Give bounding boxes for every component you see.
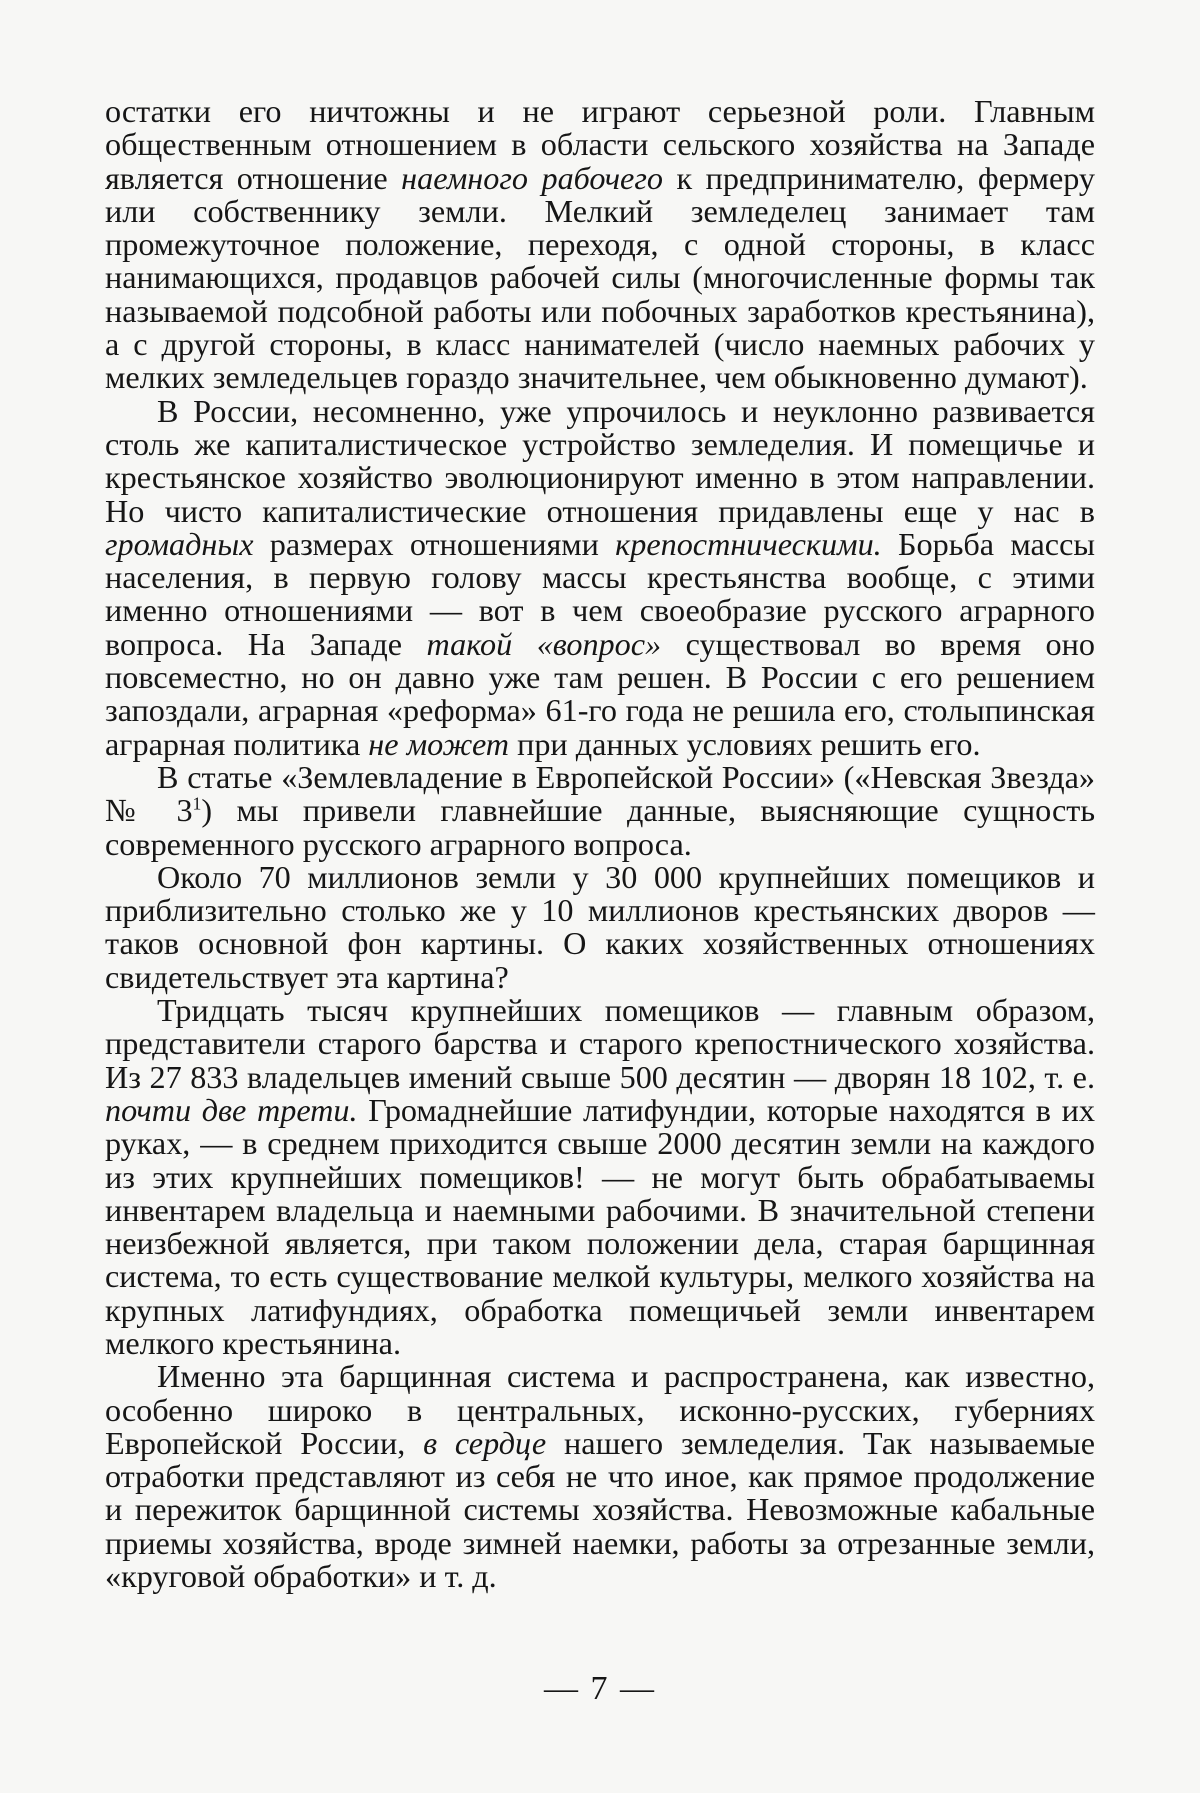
- emphasis-text: наемного рабочего: [401, 159, 663, 196]
- text-run: к предпринимателю, фермеру или собственнику земли. Мелкий земледелец занимает там промежуточное положение, переходя, с одной стороны, в класс нанимающихся, продавцов рабочей силы (многочисленные формы так называемой подсобной работы или побочных заработков крестьянина), а с другой стороны, в класс нанимателей (число наемных рабочих у мелких земледельцев гораздо значительнее, чем обыкновенно думают).: [105, 159, 1095, 396]
- text-run: В России, несомненно, уже упрочилось и неуклонно развивается столь же капиталистическое устройство земледелия. И помещичье и крестьянское хозяйство эволюционируют именно в этом направлении. Но чисто капиталистические отношения придавлены еще у нас в: [105, 392, 1095, 529]
- emphasis-text: громадных: [105, 525, 254, 562]
- text-run: остатки его ничтожны и не играют серьезной роли. Главным общественным отношением в области сельского хозяйства на Западе является отношение: [105, 93, 1095, 196]
- text-run: Тридцать тысяч крупнейших помещиков — главным образом, представители старого барства и старого крепостнического хозяйства. Из 27 833 владельцев имений свыше 500 десятин — дворян 18 102, т. е.: [105, 992, 1095, 1095]
- paragraph: [105, 858, 1095, 995]
- footnote-marker: 1: [192, 793, 202, 814]
- paragraph: [105, 758, 1095, 862]
- emphasis-text: в сердце: [423, 1424, 547, 1461]
- paragraph: [105, 1360, 1095, 1593]
- emphasis-text: не может: [368, 725, 510, 762]
- text-run: нашего земледелия. Так называемые отработки представляют из себя не что иное, как прямое продолжение и пережиток барщинной системы хозяйства. Невозможные кабальные приемы хозяйства, вроде зимней наемки, работы за отрезанные земли, «круговой обработки» и т. д.: [105, 1424, 1095, 1595]
- text-run: размерах отношениями: [253, 525, 616, 562]
- emphasis-text: такой «вопрос»: [426, 625, 662, 662]
- text-run: Именно эта барщинная система и распространена, как известно, особенно широко в центральных, исконно-русских, губерниях Европейской России,: [105, 1358, 1095, 1461]
- text-run: В статье «Землевладение в Европейской России» («Невская Звезда» № 3: [105, 758, 1095, 829]
- paragraph: [105, 95, 1095, 395]
- text-run: Борьба массы населения, в первую голову массы крестьянства вообще, с этими именно отношениями — вот в чем своеобразие русского аграрного вопроса. На Западе: [105, 525, 1095, 662]
- emphasis-text: почти две трети.: [105, 1091, 358, 1128]
- text-run: Около 70 миллионов земли у 30 000 крупнейших помещиков и приблизительно столько же у 10 миллионов крестьянских дворов — таков основной фон картины. О каких хозяйственных отношениях свидетельствует эта картина?: [105, 858, 1095, 995]
- paragraph: [105, 392, 1095, 762]
- emphasis-text: крепостническими.: [615, 525, 882, 562]
- text-run: Громаднейшие латифундии, которые находятся в их руках, — в среднем приходится свыше 2000 десятин земли на каждого из этих крупнейших помещиков! — не могут быть обрабатываемы инвентарем владельца и наемными рабочими. В значительной степени неизбежной является, при таком положении дела, старая барщинная система, то есть существование мелкой культуры, мелкого хозяйства на крупных латифундиях, обработка помещичьей земли инвентарем мелкого крестьянина.: [105, 1091, 1095, 1361]
- text-run: существовал во время оно повсеместно, но он давно уже там решен. В России с его решением запоздали, аграрная «реформа» 61-го года не решила его, столыпинская аграрная политика: [105, 625, 1095, 762]
- page-number: — 7 —: [544, 1670, 656, 1707]
- text-run: при данных условиях решить его.: [509, 725, 981, 762]
- page-body: [105, 95, 1095, 1593]
- paragraph: [105, 994, 1095, 1360]
- text-run: ) мы привели главнейшие данные, выясняющие сущность современного русского аграрного вопроса.: [105, 792, 1095, 862]
